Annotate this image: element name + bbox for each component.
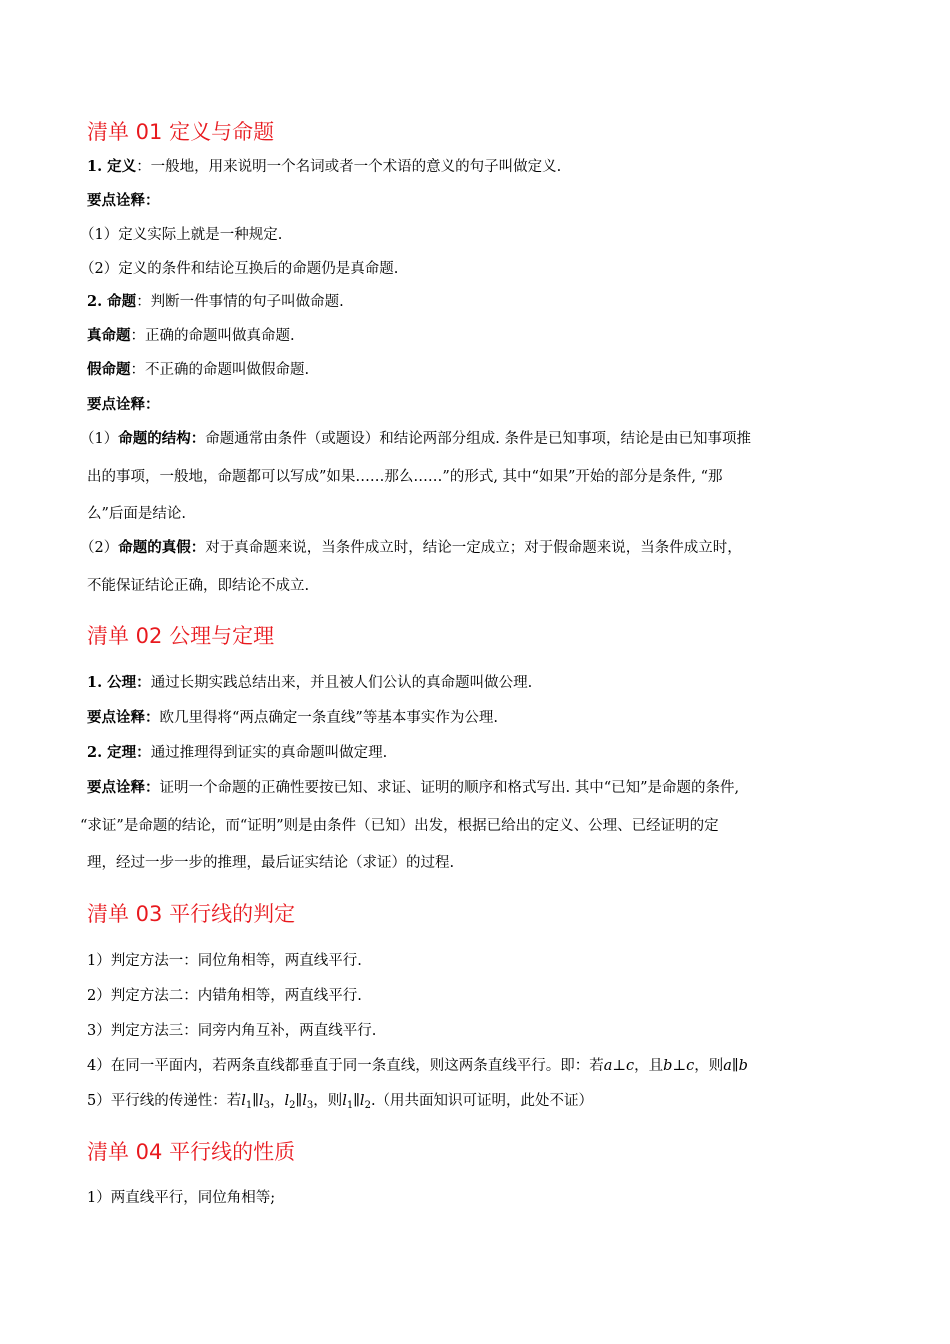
paragraph: 出的事项，一般地，命题都可以写成”如果……那么……”的形式, 其中“如果”开始的部分是条件, “那 <box>87 469 723 485</box>
paragraph <box>87 673 532 693</box>
item-text: ， <box>269 1093 285 1109</box>
math-symbol: ∥ <box>252 1093 259 1109</box>
term-label: 2. 定理： <box>87 744 151 761</box>
math-sub: 3 <box>306 1100 314 1111</box>
term-text: 通过推理得到证实的真命题叫做定理. <box>150 745 388 761</box>
list-item <box>87 1091 593 1111</box>
paragraph: （2）定义的条件和结论互换后的命题仍是真命题. <box>80 261 399 277</box>
math-symbol: ∥ <box>731 1058 739 1074</box>
note-heading <box>87 191 160 211</box>
section-title-1: 清单 01 定义与命题 <box>87 120 275 144</box>
paragraph <box>80 429 751 449</box>
item-text: ，且 <box>634 1058 664 1074</box>
paragraph: “求证”是命题的结论，而“证明”则是由条件（已知）出发，根据已给出的定义、公理、已经证明的定 <box>80 818 719 834</box>
term-label: 真命题 <box>87 327 131 344</box>
section-title-2: 清单 02 公理与定理 <box>87 624 275 648</box>
math-symbol: ∥ <box>353 1093 360 1109</box>
list-item <box>87 1056 748 1076</box>
paragraph <box>87 157 561 177</box>
math-var: c <box>626 1058 635 1074</box>
term-label: 命题的结构： <box>118 430 206 447</box>
math-symbol: ∥ <box>295 1093 303 1109</box>
term-label: 2. 命题 <box>87 293 137 310</box>
term-text: ：正确的命题叫做真命题. <box>130 328 295 344</box>
note-label: 要点诠释： <box>87 709 160 726</box>
math-sub: 2 <box>364 1100 371 1111</box>
note-heading <box>87 395 160 415</box>
term-text: 证明一个命题的正确性要按已知、求证、证明的顺序和格式写出. 其中“已知”是命题的条件, <box>159 780 740 796</box>
math-symbol: ⊥ <box>672 1058 687 1074</box>
math-var: b <box>738 1058 748 1074</box>
math-var: l <box>241 1093 246 1109</box>
math-var: l <box>284 1093 290 1109</box>
term-label: 命题的真假： <box>118 539 206 556</box>
term-label: 1. 公理： <box>87 674 151 691</box>
note-label: 要点诠释： <box>87 779 160 796</box>
item-text: .（用共面知识可证明，此处不证） <box>370 1093 594 1109</box>
term-text: 命题通常由条件（或题设）和结论两部分组成. 条件是已知事项，结论是由已知事项推 <box>205 431 751 447</box>
term-text: ：一般地，用来说明一个名词或者一个术语的意义的句子叫做定义. <box>136 159 562 175</box>
paragraph <box>87 708 498 728</box>
term-text: ：判断一件事情的句子叫做命题. <box>136 294 344 310</box>
paragraph: 理，经过一步一步的推理，最后证实结论（求证）的过程. <box>87 855 455 871</box>
term-text: ：不正确的命题叫做假命题. <box>130 362 310 378</box>
paragraph <box>80 538 742 558</box>
list-item: 1）判定方法一：同位角相等，两直线平行. <box>87 953 362 969</box>
item-number: （1） <box>80 431 119 447</box>
term-label: 假命题 <box>87 361 131 378</box>
math-var: l <box>302 1093 307 1109</box>
paragraph <box>87 360 309 380</box>
item-text: ，则 <box>313 1093 343 1109</box>
math-var: c <box>686 1058 695 1074</box>
term-label: 1. 定义 <box>87 158 137 175</box>
paragraph: （1）定义实际上就是一种规定. <box>80 227 283 243</box>
item-number: （2） <box>80 540 119 556</box>
paragraph <box>87 326 295 346</box>
paragraph <box>87 292 344 312</box>
math-var: l <box>342 1093 347 1109</box>
math-var: l <box>258 1093 264 1109</box>
list-item: 3）判定方法三：同旁内角互补，两直线平行. <box>87 1023 377 1039</box>
math-var: a <box>603 1058 613 1074</box>
math-symbol: ⊥ <box>612 1058 627 1074</box>
paragraph <box>87 743 387 763</box>
math-sub: 1 <box>245 1100 253 1111</box>
math-sub: 1 <box>346 1100 354 1111</box>
item-text: 4）在同一平面内，若两条直线都垂直于同一条直线，则这两条直线平行。即：若 <box>87 1058 604 1074</box>
paragraph: 不能保证结论正确，即结论不成立. <box>87 578 310 594</box>
list-item: 1）两直线平行，同位角相等; <box>87 1190 276 1206</box>
math-sub: 3 <box>263 1100 270 1111</box>
math-var: a <box>723 1058 732 1074</box>
term-text: 欧几里得将“两点确定一条直线”等基本事实作为公理. <box>159 710 498 726</box>
term-text: 对于真命题来说，当条件成立时，结论一定成立；对于假命题来说，当条件成立时， <box>205 540 742 556</box>
section-title-3: 清单 03 平行线的判定 <box>87 902 296 926</box>
section-title-4: 清单 04 平行线的性质 <box>87 1140 296 1164</box>
math-var: l <box>359 1093 365 1109</box>
note-label: 要点诠释： <box>87 192 160 209</box>
item-text: ，则 <box>694 1058 724 1074</box>
paragraph <box>87 778 739 798</box>
list-item: 2）判定方法二：内错角相等，两直线平行. <box>87 988 362 1004</box>
note-label: 要点诠释： <box>87 396 160 413</box>
math-var: b <box>663 1058 673 1074</box>
paragraph: 么”后面是结论. <box>87 506 187 522</box>
term-text: 通过长期实践总结出来，并且被人们公认的真命题叫做公理. <box>150 675 533 691</box>
item-text: 5）平行线的传递性：若 <box>87 1093 242 1109</box>
math-sub: 2 <box>289 1100 296 1111</box>
